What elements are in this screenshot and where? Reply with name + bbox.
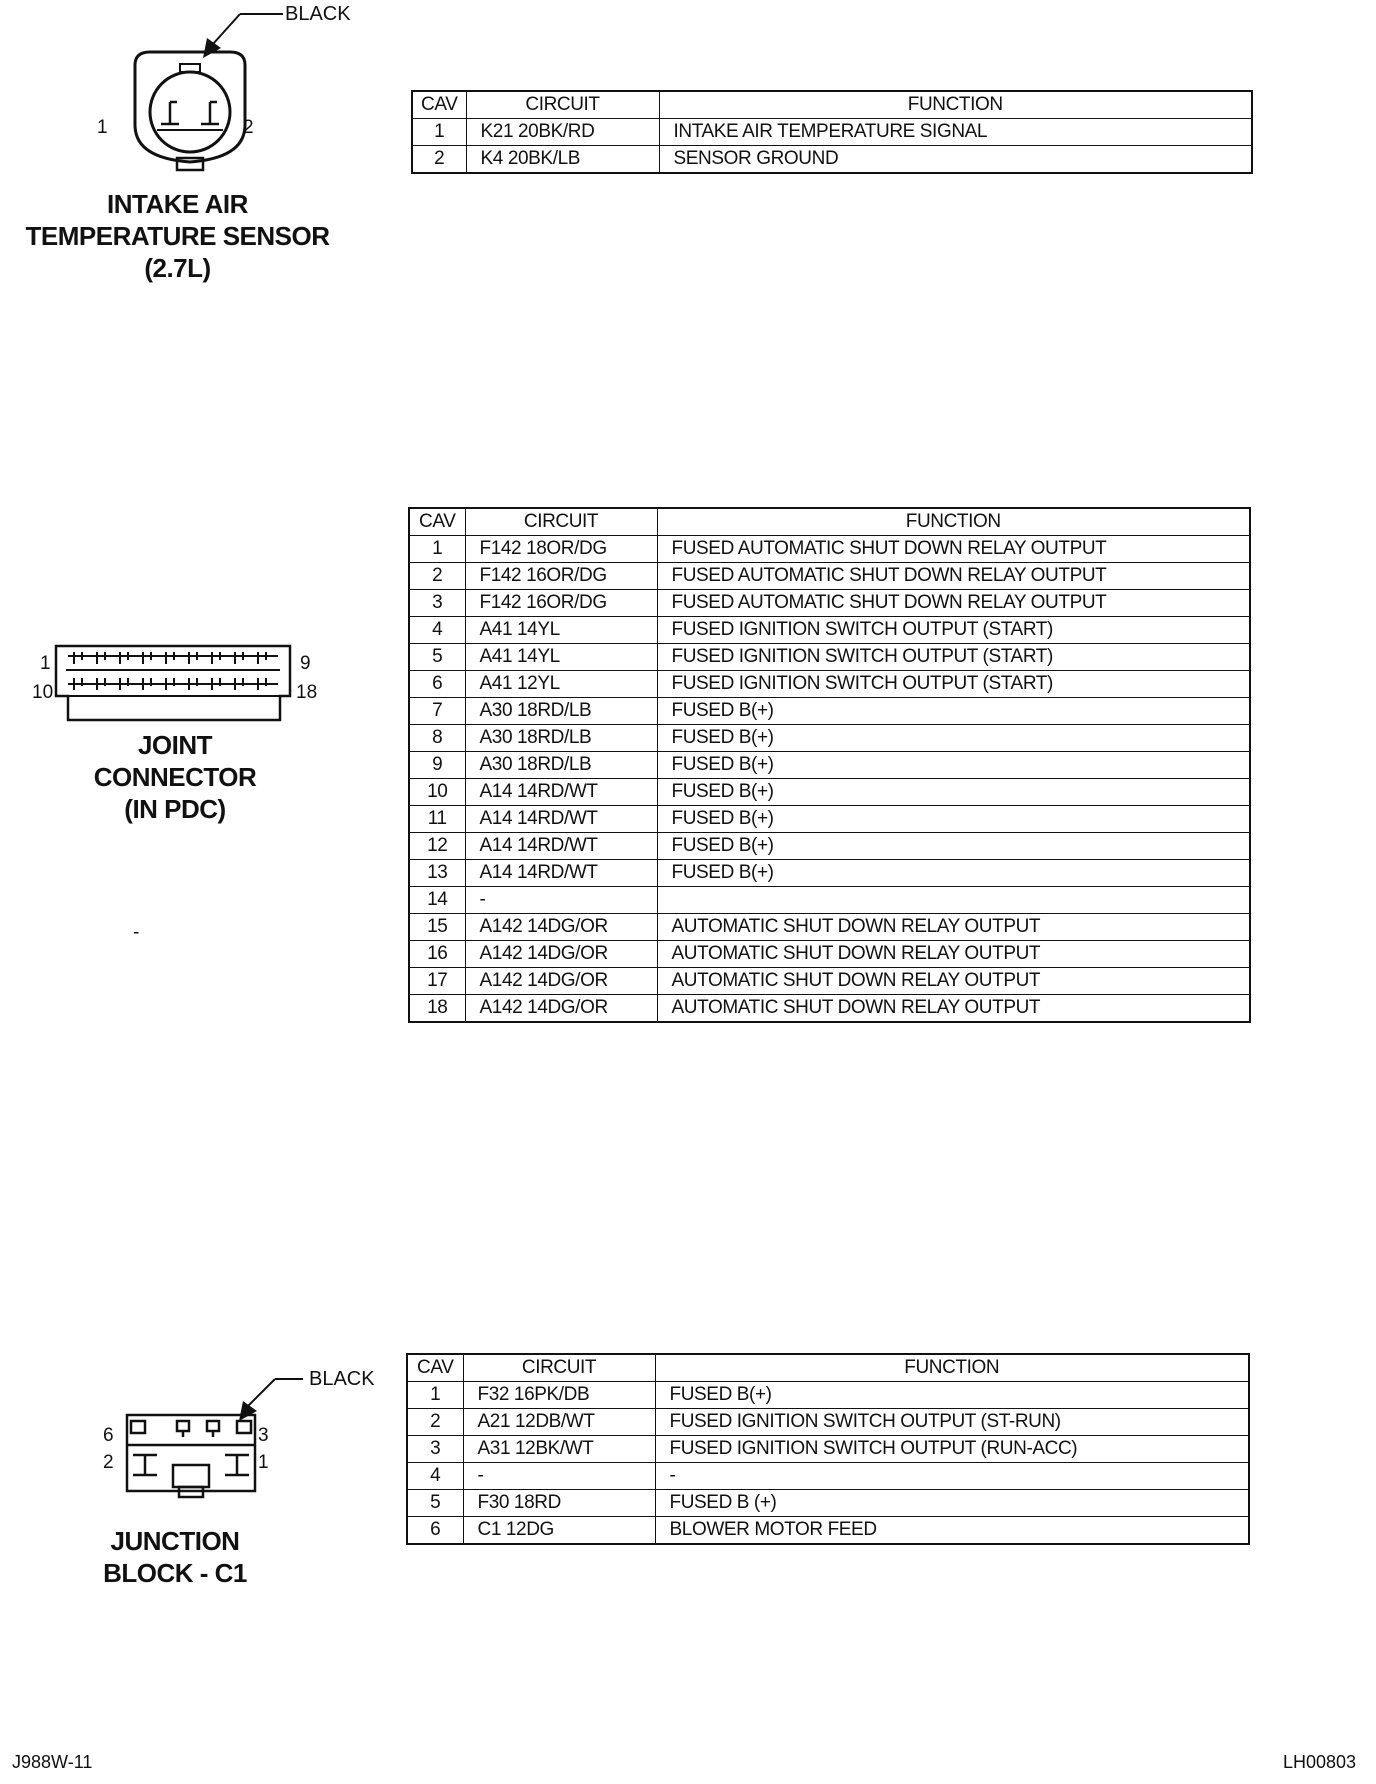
table-header-row xyxy=(412,91,1252,119)
function-cell: FUSED B(+) xyxy=(657,860,1250,887)
circuit-cell: - xyxy=(463,1463,655,1490)
table-row xyxy=(409,833,1250,860)
circuit-cell: K21 20BK/RD xyxy=(466,119,659,146)
table-row xyxy=(409,860,1250,887)
junction-block-title xyxy=(55,1525,295,1589)
cav-cell: 15 xyxy=(409,914,465,941)
function-cell: FUSED IGNITION SWITCH OUTPUT (START) xyxy=(657,671,1250,698)
function-cell: FUSED AUTOMATIC SHUT DOWN RELAY OUTPUT xyxy=(657,536,1250,563)
circuit-cell: F30 18RD xyxy=(463,1490,655,1517)
title-line: (IN PDC) xyxy=(124,794,226,824)
cav-cell: 1 xyxy=(407,1382,463,1409)
cav-cell: 3 xyxy=(409,590,465,617)
circuit-cell: A31 12BK/WT xyxy=(463,1436,655,1463)
junction-block-connector-icon xyxy=(115,1365,315,1505)
function-cell: FUSED B(+) xyxy=(657,698,1250,725)
function-cell: AUTOMATIC SHUT DOWN RELAY OUTPUT xyxy=(657,914,1250,941)
function-cell: INTAKE AIR TEMPERATURE SIGNAL xyxy=(659,119,1252,146)
table-row xyxy=(409,725,1250,752)
table-row xyxy=(409,941,1250,968)
iat-sensor-title xyxy=(20,188,335,284)
table-row xyxy=(409,995,1250,1023)
table-row xyxy=(409,779,1250,806)
function-cell: FUSED B(+) xyxy=(657,752,1250,779)
cav-cell: 12 xyxy=(409,833,465,860)
table-row xyxy=(409,806,1250,833)
stray-mark: - xyxy=(133,922,140,943)
circuit-cell: F142 16OR/DG xyxy=(465,563,657,590)
table-row xyxy=(409,644,1250,671)
cav-cell: 4 xyxy=(407,1463,463,1490)
table-row xyxy=(409,671,1250,698)
iat-sensor-connector-icon xyxy=(95,0,295,180)
circuit-cell: C1 12DG xyxy=(463,1517,655,1545)
table-row xyxy=(409,563,1250,590)
title-line: JUNCTION xyxy=(110,1526,240,1556)
cav-cell: 18 xyxy=(409,995,465,1023)
function-cell: FUSED IGNITION SWITCH OUTPUT (RUN-ACC) xyxy=(655,1436,1249,1463)
table-row xyxy=(409,698,1250,725)
cav-header: CAV xyxy=(407,1354,463,1382)
function-cell: FUSED B (+) xyxy=(655,1490,1249,1517)
table-row xyxy=(409,887,1250,914)
function-header: FUNCTION xyxy=(659,91,1252,119)
circuit-cell: F142 18OR/DG xyxy=(465,536,657,563)
pin-1-label: 1 xyxy=(97,117,108,138)
cav-header: CAV xyxy=(412,91,466,119)
pin-9-label: 9 xyxy=(300,653,311,674)
table-row xyxy=(407,1436,1249,1463)
cav-cell: 2 xyxy=(407,1409,463,1436)
title-line: CONNECTOR xyxy=(93,762,257,792)
pin-1-label: 1 xyxy=(40,653,51,674)
circuit-header: CIRCUIT xyxy=(466,91,659,119)
table-row xyxy=(409,968,1250,995)
cav-cell: 2 xyxy=(412,146,466,174)
table-row xyxy=(412,119,1252,146)
table-row xyxy=(407,1463,1249,1490)
circuit-cell: A142 14DG/OR xyxy=(465,968,657,995)
table-body xyxy=(412,119,1252,174)
iat-sensor-pinout-table xyxy=(411,90,1253,174)
table-row xyxy=(409,914,1250,941)
table-body xyxy=(407,1382,1249,1545)
circuit-header: CIRCUIT xyxy=(465,508,657,536)
black-callout-label: BLACK xyxy=(309,1368,375,1390)
pin-6-label: 6 xyxy=(103,1425,114,1446)
circuit-cell: A30 18RD/LB xyxy=(465,698,657,725)
circuit-cell: A30 18RD/LB xyxy=(465,752,657,779)
function-cell: SENSOR GROUND xyxy=(659,146,1252,174)
function-cell: FUSED IGNITION SWITCH OUTPUT (START) xyxy=(657,617,1250,644)
pin-1-label: 1 xyxy=(258,1452,269,1473)
function-cell: FUSED B(+) xyxy=(657,833,1250,860)
table-row xyxy=(409,590,1250,617)
pin-2-label: 2 xyxy=(103,1452,114,1473)
circuit-cell: A14 14RD/WT xyxy=(465,860,657,887)
title-line: TEMPERATURE SENSOR xyxy=(25,221,330,251)
pin-18-label: 18 xyxy=(296,682,318,703)
circuit-cell: F32 16PK/DB xyxy=(463,1382,655,1409)
footer-left-code: J988W-11 xyxy=(12,1752,93,1772)
cav-cell: 14 xyxy=(409,887,465,914)
table-row xyxy=(407,1382,1249,1409)
circuit-cell: A142 14DG/OR xyxy=(465,914,657,941)
joint-connector-icon xyxy=(52,640,297,730)
pin-3-label: 3 xyxy=(258,1425,269,1446)
cav-cell: 17 xyxy=(409,968,465,995)
table-row xyxy=(407,1409,1249,1436)
cav-cell: 2 xyxy=(409,563,465,590)
cav-cell: 11 xyxy=(409,806,465,833)
pin-10-label: 10 xyxy=(32,682,54,703)
black-callout-label: BLACK xyxy=(285,3,351,25)
cav-cell: 16 xyxy=(409,941,465,968)
cav-cell: 5 xyxy=(407,1490,463,1517)
function-cell: FUSED B(+) xyxy=(657,806,1250,833)
cav-cell: 5 xyxy=(409,644,465,671)
circuit-cell: A14 14RD/WT xyxy=(465,833,657,860)
function-cell: FUSED IGNITION SWITCH OUTPUT (START) xyxy=(657,644,1250,671)
table-header-row xyxy=(409,508,1250,536)
function-cell: AUTOMATIC SHUT DOWN RELAY OUTPUT xyxy=(657,941,1250,968)
table-header-row xyxy=(407,1354,1249,1382)
circuit-cell: A142 14DG/OR xyxy=(465,941,657,968)
function-cell: FUSED AUTOMATIC SHUT DOWN RELAY OUTPUT xyxy=(657,590,1250,617)
circuit-header: CIRCUIT xyxy=(463,1354,655,1382)
cav-cell: 9 xyxy=(409,752,465,779)
cav-cell: 8 xyxy=(409,725,465,752)
circuit-cell: A41 14YL xyxy=(465,644,657,671)
cav-cell: 1 xyxy=(412,119,466,146)
function-cell: FUSED AUTOMATIC SHUT DOWN RELAY OUTPUT xyxy=(657,563,1250,590)
cav-cell: 7 xyxy=(409,698,465,725)
circuit-cell: - xyxy=(465,887,657,914)
joint-connector-pinout-table xyxy=(408,507,1251,1023)
table-row xyxy=(412,146,1252,174)
joint-connector-title xyxy=(60,729,290,825)
title-line: JOINT xyxy=(137,730,213,760)
circuit-cell: A21 12DB/WT xyxy=(463,1409,655,1436)
table-row xyxy=(409,617,1250,644)
function-header: FUNCTION xyxy=(655,1354,1249,1382)
cav-cell: 13 xyxy=(409,860,465,887)
title-line: (2.7L) xyxy=(144,253,211,283)
junction-block-pinout-table xyxy=(406,1353,1250,1545)
circuit-cell: A30 18RD/LB xyxy=(465,725,657,752)
function-cell: - xyxy=(655,1463,1249,1490)
function-cell: FUSED B(+) xyxy=(657,779,1250,806)
title-line: INTAKE AIR xyxy=(107,189,248,219)
circuit-cell: A41 12YL xyxy=(465,671,657,698)
function-cell xyxy=(657,887,1250,914)
circuit-cell: A142 14DG/OR xyxy=(465,995,657,1023)
function-cell: FUSED B(+) xyxy=(655,1382,1249,1409)
cav-cell: 6 xyxy=(409,671,465,698)
pin-2-label: 2 xyxy=(243,117,254,138)
cav-cell: 1 xyxy=(409,536,465,563)
function-header: FUNCTION xyxy=(657,508,1250,536)
footer-right-code: LH00803 xyxy=(1283,1752,1357,1772)
title-line: BLOCK - C1 xyxy=(103,1558,247,1588)
cav-cell: 10 xyxy=(409,779,465,806)
function-cell: FUSED IGNITION SWITCH OUTPUT (ST-RUN) xyxy=(655,1409,1249,1436)
function-cell: AUTOMATIC SHUT DOWN RELAY OUTPUT xyxy=(657,968,1250,995)
cav-cell: 4 xyxy=(409,617,465,644)
table-row xyxy=(409,752,1250,779)
circuit-cell: A14 14RD/WT xyxy=(465,779,657,806)
table-row xyxy=(407,1517,1249,1545)
table-row xyxy=(409,536,1250,563)
circuit-cell: K4 20BK/LB xyxy=(466,146,659,174)
table-row xyxy=(407,1490,1249,1517)
function-cell: AUTOMATIC SHUT DOWN RELAY OUTPUT xyxy=(657,995,1250,1023)
cav-cell: 6 xyxy=(407,1517,463,1545)
function-cell: BLOWER MOTOR FEED xyxy=(655,1517,1249,1545)
cav-header: CAV xyxy=(409,508,465,536)
circuit-cell: A41 14YL xyxy=(465,617,657,644)
table-body xyxy=(409,536,1250,1023)
function-cell: FUSED B(+) xyxy=(657,725,1250,752)
cav-cell: 3 xyxy=(407,1436,463,1463)
circuit-cell: F142 16OR/DG xyxy=(465,590,657,617)
circuit-cell: A14 14RD/WT xyxy=(465,806,657,833)
